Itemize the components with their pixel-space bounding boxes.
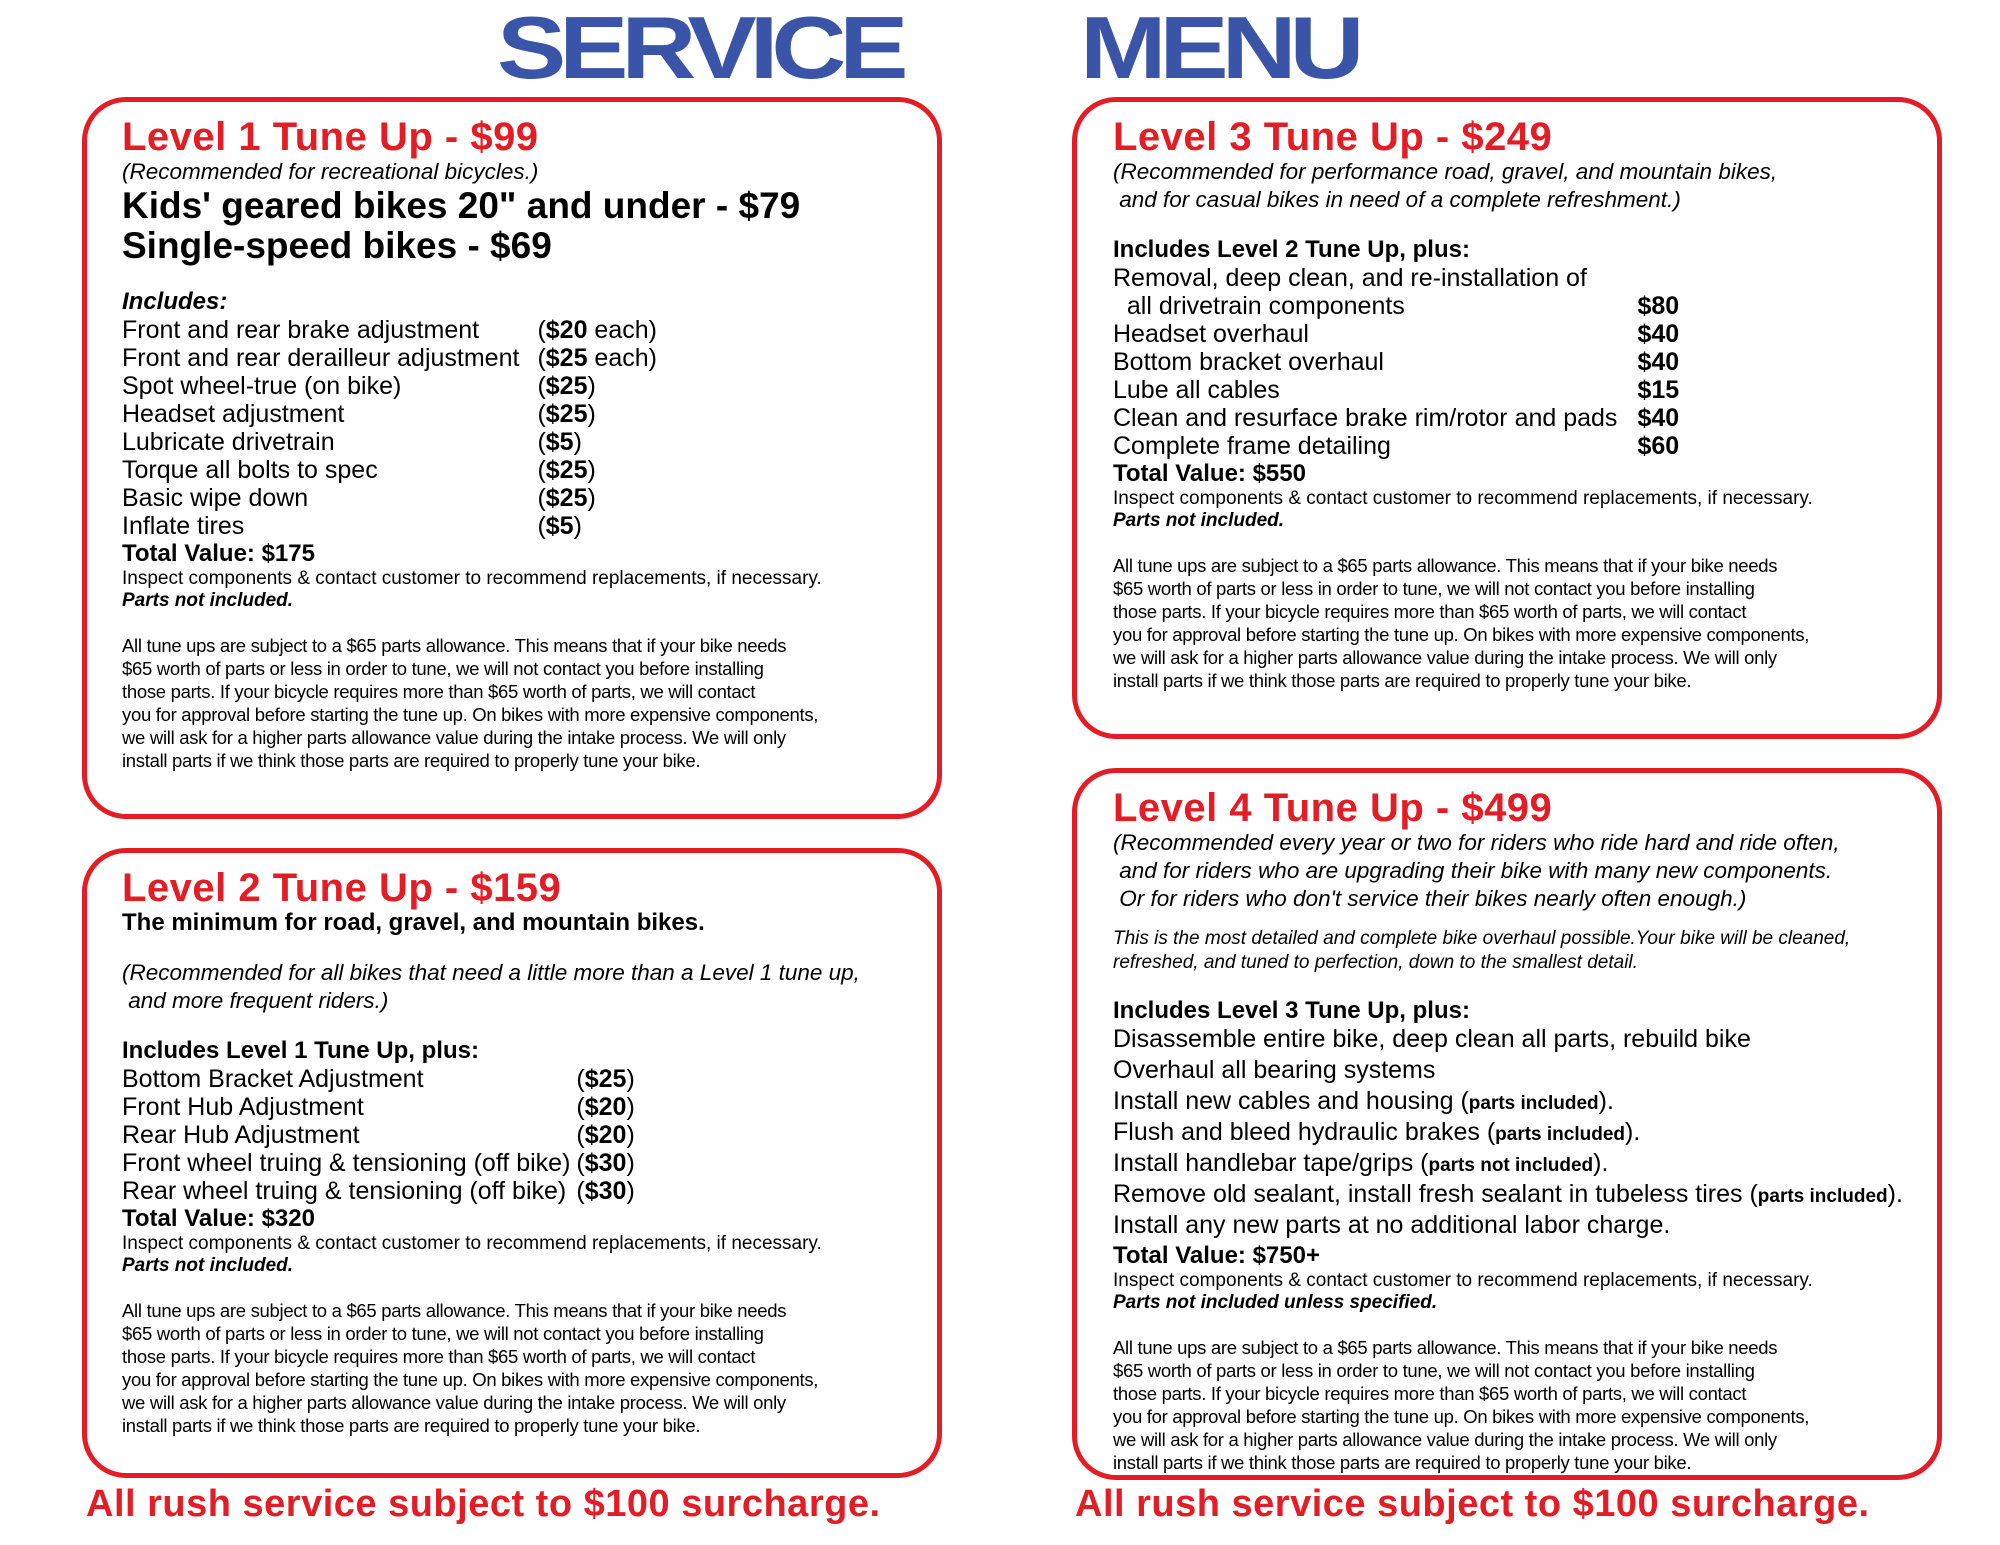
level3-item-price: $40 [1637, 404, 1680, 432]
level2-item-price: ($30) [576, 1177, 635, 1205]
level2-item-price: ($25) [576, 1065, 635, 1093]
level1-item-row [122, 344, 657, 372]
level1-item-price: ($25 each) [537, 344, 657, 372]
level1-items [122, 316, 657, 540]
level1-item-row [122, 400, 657, 428]
level1-item-name: Front and rear derailleur adjustment [122, 344, 520, 372]
level1-item-price: ($20 each) [537, 316, 657, 344]
level1-parts-note: Parts not included. [122, 590, 294, 611]
level2-item-row [122, 1149, 635, 1177]
level1-item-name: Lubricate drivetrain [122, 428, 335, 456]
level3-item-row [1113, 432, 1679, 460]
level3-item-price: $80 [1637, 292, 1680, 320]
level1-kids-price: Kids' geared bikes 20" and under - $79 [122, 185, 801, 226]
level2-total: Total Value: $320 [122, 1205, 315, 1232]
level4-total: Total Value: $750+ [1113, 1242, 1320, 1269]
level2-item-row [122, 1065, 635, 1093]
level2-item-name: Rear wheel truing & tensioning (off bike) [122, 1177, 567, 1205]
level3-item-name: all drivetrain components [1113, 292, 1405, 320]
level4-card [1072, 768, 1942, 1480]
level3-item-name: Removal, deep clean, and re-installation of [1113, 264, 1587, 292]
level1-recommended: (Recommended for recreational bicycles.) [122, 159, 539, 184]
level2-item-price: ($20) [576, 1093, 635, 1121]
level4-recommended: (Recommended every year or two for riders who ride hard and ride often, and for riders who are upgrading their bike with many new components. Or for riders who don't service their bikes nearly often enough.) [1113, 830, 1840, 911]
level3-title: Level 3 Tune Up - $249 [1113, 115, 1553, 159]
level4-inspect: Inspect components & contact customer to recommend replacements, if necessary. [1113, 1270, 1813, 1291]
level2-items [122, 1065, 635, 1205]
level1-item-name: Spot wheel-true (on bike) [122, 372, 402, 400]
level3-item-row [1113, 320, 1679, 348]
level2-item-name: Rear Hub Adjustment [122, 1121, 360, 1149]
level3-inspect: Inspect components & contact customer to recommend replacements, if necessary. [1113, 488, 1813, 509]
level4-item: Disassemble entire bike, deep clean all parts, rebuild bike [1113, 1025, 1751, 1053]
level1-item-name: Front and rear brake adjustment [122, 316, 480, 344]
rush-note-right: All rush service subject to $100 surcharge. [1075, 1483, 1870, 1525]
level1-item-row [122, 372, 657, 400]
level3-item-price: $60 [1637, 432, 1680, 460]
level2-item-name: Front Hub Adjustment [122, 1093, 364, 1121]
level3-parts-note: Parts not included. [1113, 510, 1285, 531]
level3-card [1072, 97, 1942, 739]
level1-item-price: ($25) [537, 372, 596, 400]
level3-items [1113, 264, 1679, 460]
level1-item-row [122, 316, 657, 344]
level2-includes-heading: Includes Level 1 Tune Up, plus: [122, 1037, 479, 1064]
level2-item-name: Front wheel truing & tensioning (off bike) [122, 1149, 571, 1177]
level2-item-price: ($30) [576, 1149, 635, 1177]
level1-includes-heading: Includes: [122, 288, 228, 315]
level4-item: Install new cables and housing (parts included). [1113, 1087, 1614, 1115]
level2-item-price: ($20) [576, 1121, 635, 1149]
level1-inspect: Inspect components & contact customer to recommend replacements, if necessary. [122, 568, 822, 589]
level1-item-price: ($25) [537, 400, 596, 428]
level2-title: Level 2 Tune Up - $159 [122, 866, 562, 910]
level1-single-speed-price: Single-speed bikes - $69 [122, 225, 552, 266]
level2-subtitle: The minimum for road, gravel, and mountain bikes. [122, 909, 705, 936]
level3-item-row [1113, 264, 1679, 292]
level3-item-row [1113, 376, 1679, 404]
header-service: SERVICE [497, 0, 902, 97]
header-menu: MENU [1080, 0, 1358, 97]
level3-item-price: $40 [1637, 348, 1680, 376]
level3-recommended: (Recommended for performance road, gravel, and mountain bikes, and for casual bikes in need of a complete refreshment.) [1113, 159, 1778, 212]
level3-item-price: $40 [1637, 320, 1680, 348]
level1-item-name: Headset adjustment [122, 400, 345, 428]
level2-recommended: (Recommended for all bikes that need a little more than a Level 1 tune up, and more frequent riders.) [122, 960, 860, 1013]
level3-allowance: All tune ups are subject to a $65 parts allowance. This means that if your bike needs $65 worth of parts or less in order to tune, we will not contact you before installing those parts. If your bicycle requires more than $65 worth of parts, we will contact you for approval before starting the tune up. On bikes with more expensive components, we will ask for a higher parts allowance value during the intake process. We will only install parts if we think those parts are required to properly tune your bike. [1113, 555, 1810, 691]
level3-includes-heading: Includes Level 2 Tune Up, plus: [1113, 236, 1470, 263]
level3-item-row [1113, 348, 1679, 376]
level1-item-row [122, 512, 657, 540]
level1-item-row [122, 484, 657, 512]
level1-item-row [122, 456, 657, 484]
level4-item: Overhaul all bearing systems [1113, 1056, 1436, 1084]
level3-item-price [1637, 264, 1679, 292]
level4-includes-heading: Includes Level 3 Tune Up, plus: [1113, 997, 1470, 1024]
level1-item-price: ($5) [537, 512, 582, 540]
level4-item: Flush and bleed hydraulic brakes (parts included). [1113, 1118, 1641, 1146]
level4-item: Remove old sealant, install fresh sealant in tubeless tires (parts included). [1113, 1180, 1903, 1208]
level3-item-price: $15 [1637, 376, 1680, 404]
level3-item-name: Complete frame detailing [1113, 432, 1391, 460]
level2-inspect: Inspect components & contact customer to recommend replacements, if necessary. [122, 1233, 822, 1254]
level1-item-price: ($25) [537, 484, 596, 512]
level3-total: Total Value: $550 [1113, 460, 1306, 487]
level4-item: Install any new parts at no additional labor charge. [1113, 1211, 1671, 1239]
level2-item-row [122, 1177, 635, 1205]
level1-item-price: ($25) [537, 456, 596, 484]
level2-card [82, 848, 942, 1478]
level1-title: Level 1 Tune Up - $99 [122, 115, 539, 159]
level4-items [1113, 1025, 1937, 1242]
level1-item-name: Inflate tires [122, 512, 245, 540]
level2-allowance: All tune ups are subject to a $65 parts allowance. This means that if your bike needs $65 worth of parts or less in order to tune, we will not contact you before installing those parts. If your bicycle requires more than $65 worth of parts, we will contact you for approval before starting the tune up. On bikes with more expensive components, we will ask for a higher parts allowance value during the intake process. We will only install parts if we think those parts are required to properly tune your bike. [122, 1300, 819, 1436]
level3-item-name: Bottom bracket overhaul [1113, 348, 1384, 376]
level2-parts-note: Parts not included. [122, 1255, 294, 1276]
level3-item-name: Headset overhaul [1113, 320, 1309, 348]
level4-parts-note: Parts not included unless specified. [1113, 1292, 1438, 1313]
level1-item-price: ($5) [537, 428, 582, 456]
level2-item-name: Bottom Bracket Adjustment [122, 1065, 424, 1093]
level3-item-row [1113, 292, 1679, 320]
level4-title: Level 4 Tune Up - $499 [1113, 786, 1553, 830]
level1-card [82, 97, 942, 819]
level2-item-row [122, 1121, 635, 1149]
level1-item-name: Basic wipe down [122, 484, 309, 512]
level3-item-name: Clean and resurface brake rim/rotor and pads [1113, 404, 1618, 432]
level1-allowance: All tune ups are subject to a $65 parts allowance. This means that if your bike needs $65 worth of parts or less in order to tune, we will not contact you before installing those parts. If your bicycle requires more than $65 worth of parts, we will contact you for approval before starting the tune up. On bikes with more expensive components, we will ask for a higher parts allowance value during the intake process. We will only install parts if we think those parts are required to properly tune your bike. [122, 635, 819, 771]
level4-item: Install handlebar tape/grips (parts not included). [1113, 1149, 1609, 1177]
level4-allowance: All tune ups are subject to a $65 parts allowance. This means that if your bike needs $65 worth of parts or less in order to tune, we will not contact you before installing those parts. If your bicycle requires more than $65 worth of parts, we will contact you for approval before starting the tune up. On bikes with more expensive components, we will ask for a higher parts allowance value during the intake process. We will only install parts if we think those parts are required to properly tune your bike. [1113, 1337, 1810, 1473]
level1-item-row [122, 428, 657, 456]
rush-note-left: All rush service subject to $100 surcharge. [86, 1483, 881, 1525]
level3-item-name: Lube all cables [1113, 376, 1280, 404]
level1-total: Total Value: $175 [122, 540, 315, 567]
level4-detail: This is the most detailed and complete bike overhaul possible.Your bike will be cleaned, refreshed, and tuned to perfection, down to the smallest detail. [1113, 928, 1851, 973]
level3-item-row [1113, 404, 1679, 432]
level1-item-name: Torque all bolts to spec [122, 456, 378, 484]
level2-item-row [122, 1093, 635, 1121]
